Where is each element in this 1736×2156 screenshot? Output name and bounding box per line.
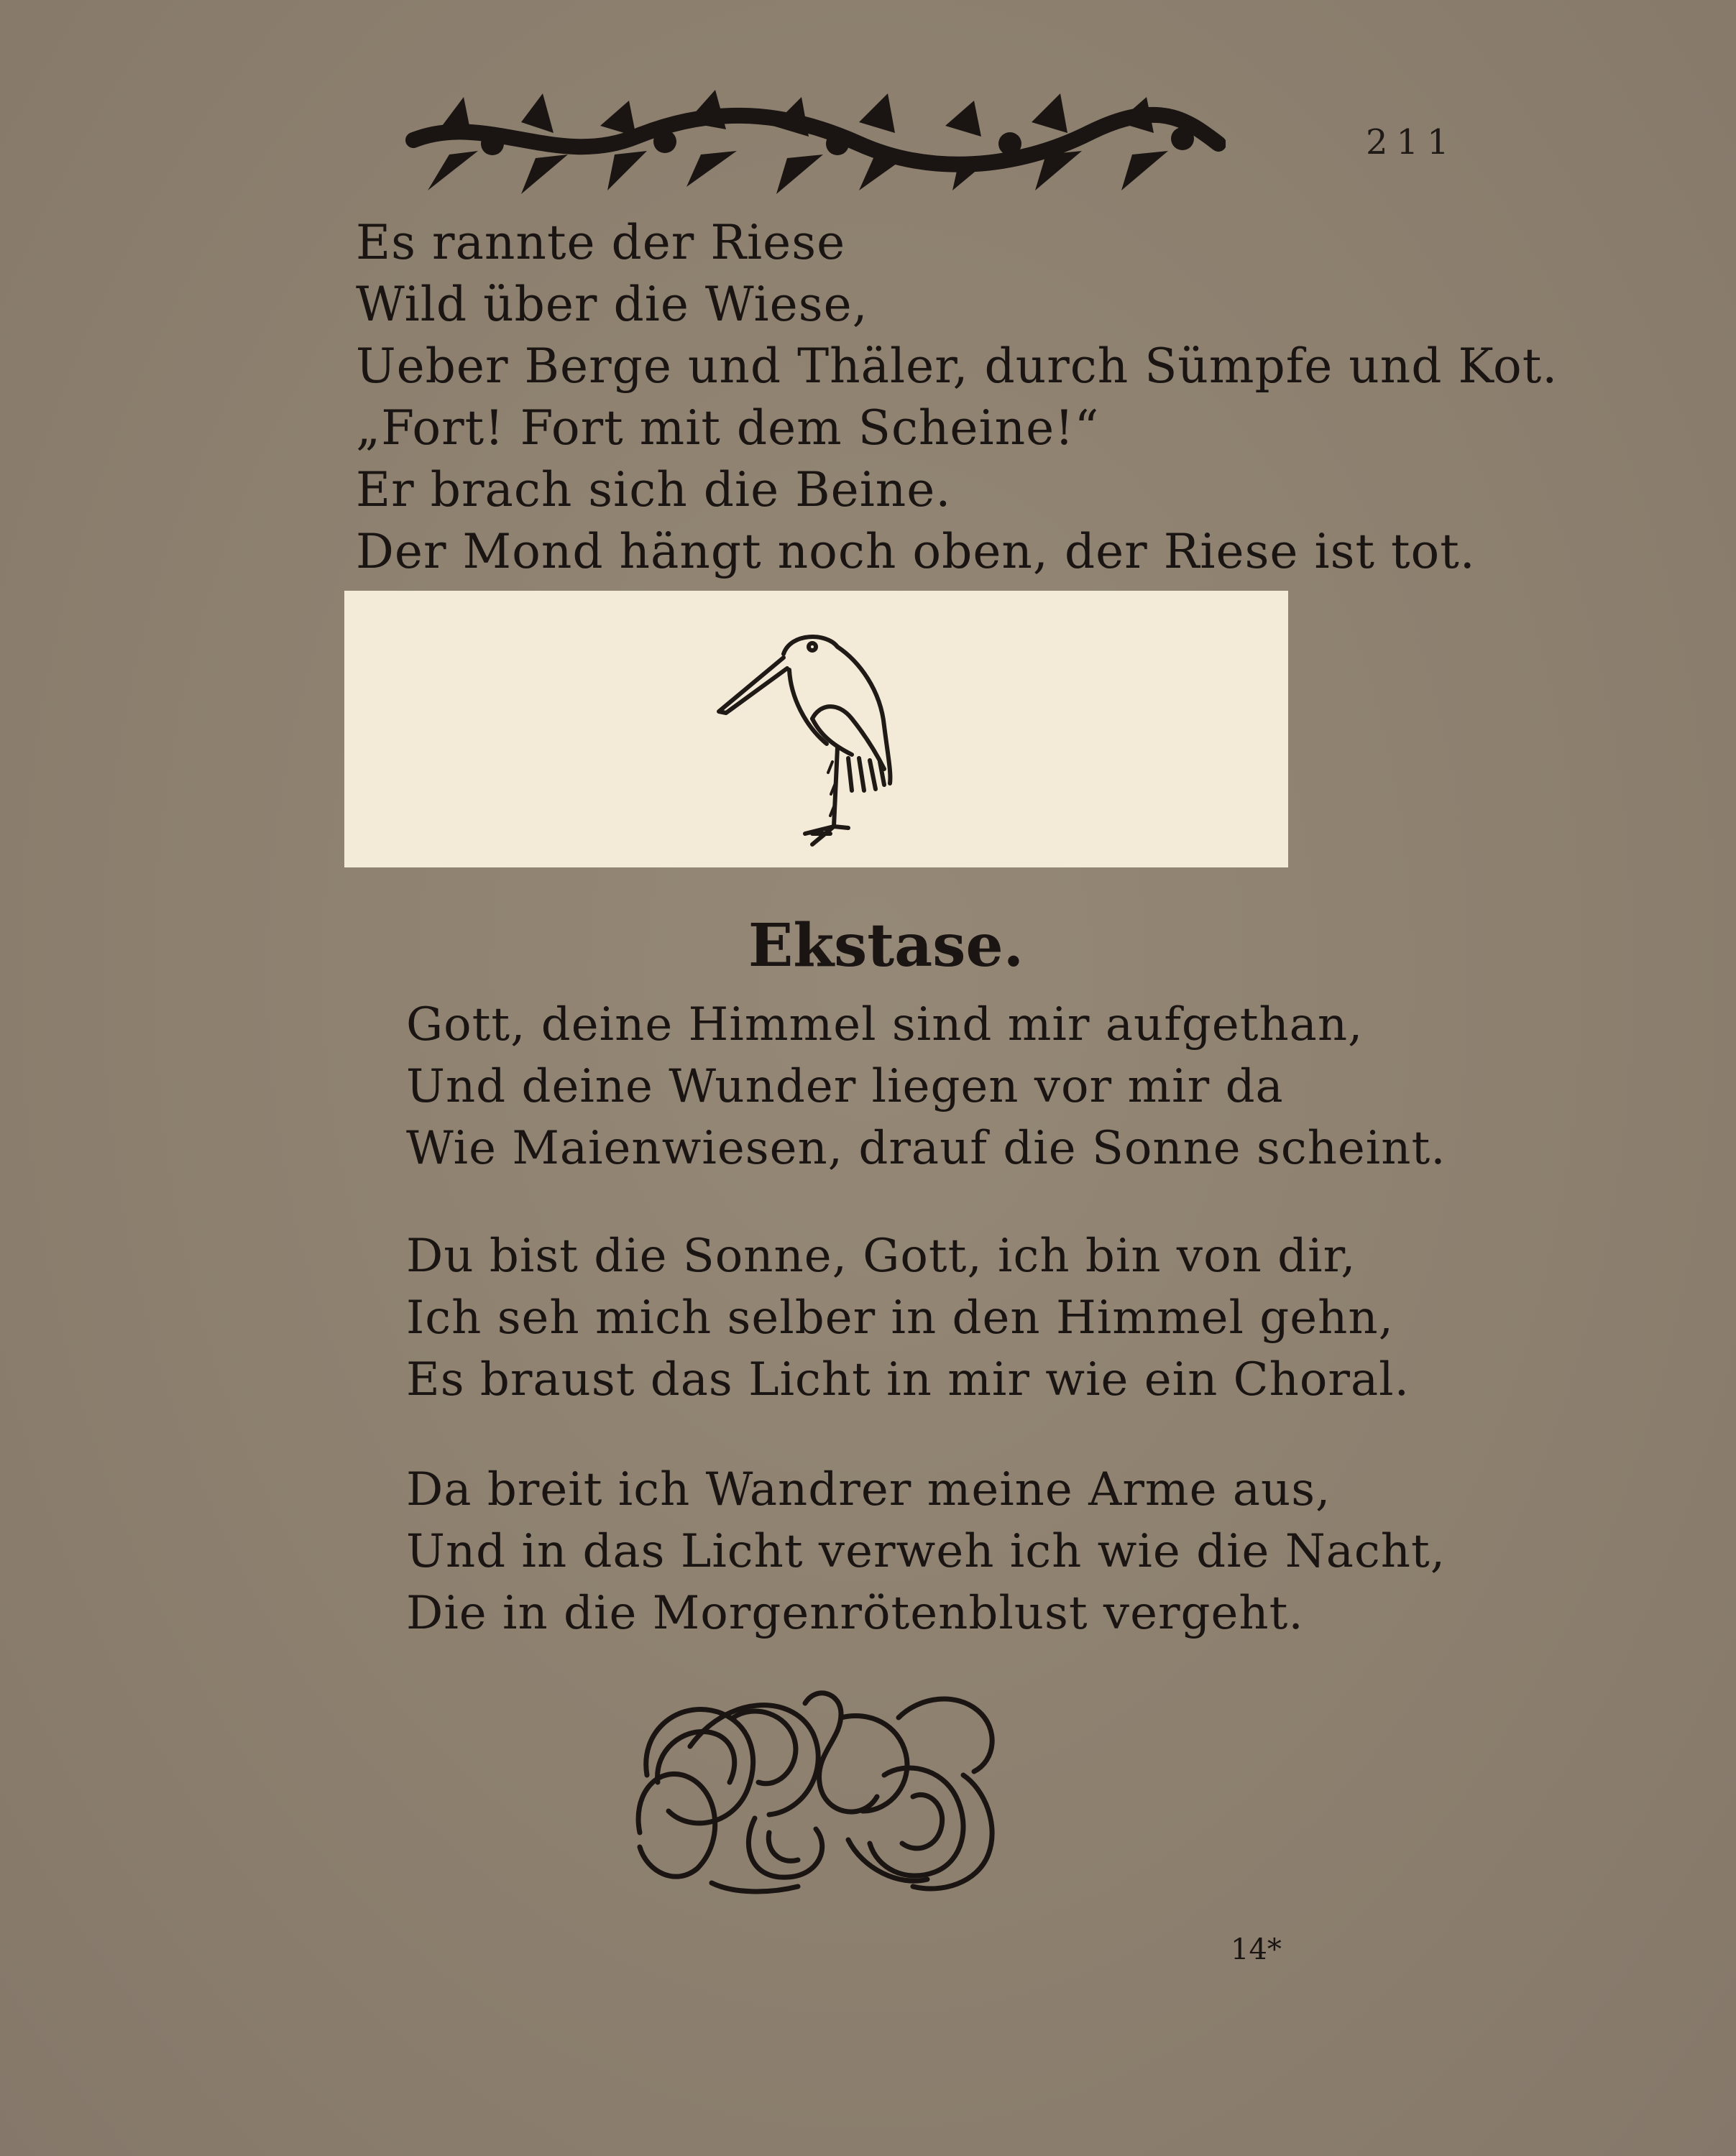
poem-title: Ekstase. [748,911,1024,980]
poem-line: Der Mond hängt noch oben, der Riese ist tot. [356,524,1476,579]
poem-line: Wie Maienwiesen, drauf die Sonne scheint. [406,1122,1446,1175]
poem-riese [356,212,1558,583]
page-number: 211 [1366,122,1458,162]
bird-drawing-icon [704,618,920,855]
poem-line: Ueber Berge und Thäler, durch Sümpfe und Kot. [356,338,1558,394]
poem-line: Wild über die Wiese, [356,277,868,332]
poem-line: Die in die Morgenrötenblust vergeht. [406,1587,1304,1640]
vine-border-ornament-icon [399,83,1226,201]
stanza-1 [406,994,1446,1179]
poem-line: Ich seh mich selber in den Himmel gehn, [406,1291,1394,1345]
poem-line: Es rannte der Riese [356,215,846,270]
poem-line: Da breit ich Wandrer meine Arme aus, [406,1463,1331,1516]
stanza-3 [406,1459,1446,1644]
poem-line: Und in das Licht verweh ich wie die Nacht, [406,1525,1446,1578]
poem-line: Er brach sich die Beine. [356,462,952,517]
poem-line: Gott, deine Himmel sind mir aufgethan, [406,998,1364,1051]
signature-mark: 14* [1231,1933,1282,1966]
poem-line: „Fort! Fort mit dem Scheine!“ [356,400,1100,456]
poem-line: Es braust das Licht in mir wie ein Choral. [406,1353,1410,1406]
poem-line: Und deine Wunder liegen vor mir da [406,1060,1284,1113]
interlace-vignette-icon [625,1689,1014,1897]
stanza-2 [406,1225,1410,1411]
poem-line: Du bist die Sonne, Gott, ich bin von dir, [406,1230,1356,1283]
